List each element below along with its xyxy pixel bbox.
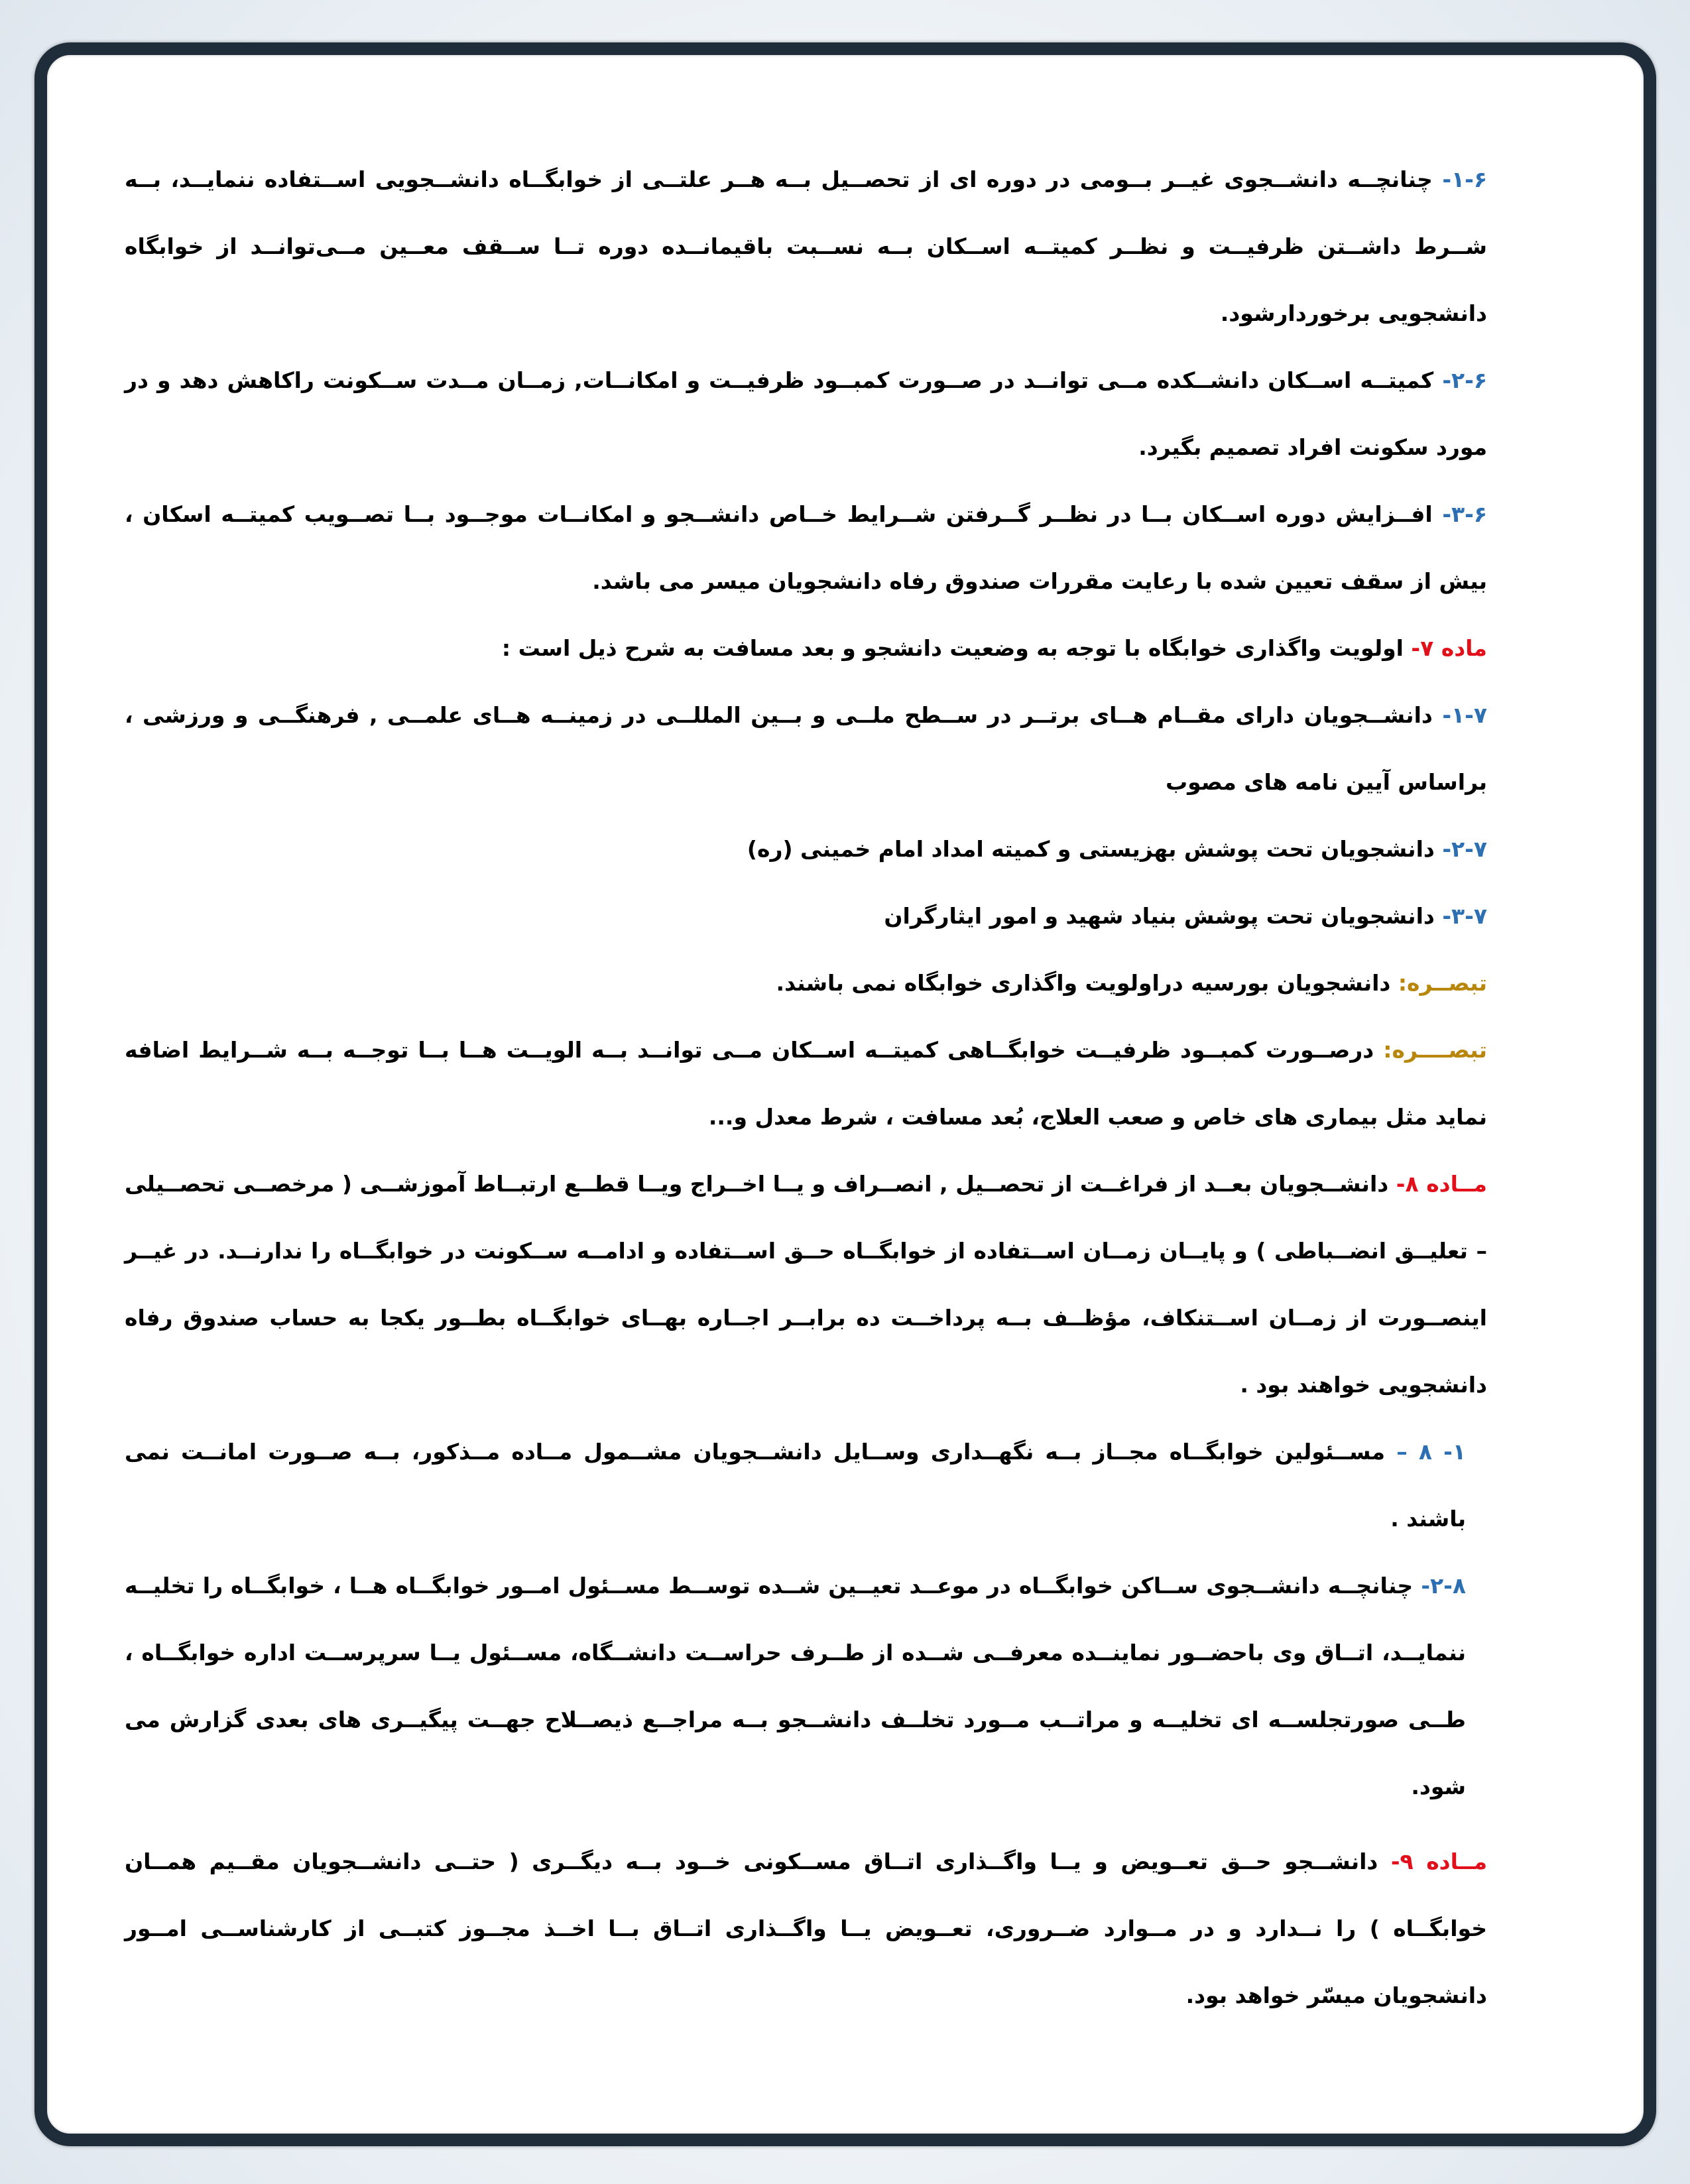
clause-6-1	[125, 146, 1487, 347]
clause-number: ۱-۷-	[1442, 702, 1487, 728]
article-text: اولویت واگذاری خوابگاه با توجه به وضعیت دانشجو و بعد مسافت به شرح ذیل است :	[501, 635, 1412, 661]
clause-7-1	[125, 682, 1487, 816]
clause-6-3	[125, 481, 1487, 615]
note-1	[125, 949, 1487, 1016]
note-heading: تبصــــره:	[1383, 1037, 1487, 1063]
clause-text: مســئولین خوابگــاه مجــاز بــه نگهــداری وســایل دانشــجویان مشــمول مــاده مــذکور، بــه صــورت امانــت نمی باشند .	[125, 1439, 1466, 1532]
article-text: دانشــجویان بعــد از فراغــت از تحصــیل , انصــراف و یــا اخــراج ویــا قطــع ارتبــاط آموزشــی ( مرخصــی تحصــیلی – تعلیــق انضــباطی ) و پایــان زمــان اســتفاده از خوابگــاه حــق اســتفاده و ادامــه ســکونت در خوابگــاه را ندارنــد. در غیــر اینصــورت از زمــان اســتنکاف، مؤظــف بــه پرداخــت ده برابــر اجــاره بهــای خوابگــاه بطــور یکجا به حساب صندوق رفاه دانشجویی خواهند بود .	[125, 1171, 1487, 1398]
article-heading: ماده ۷-	[1411, 635, 1487, 661]
article-9	[125, 1828, 1487, 2029]
article-8	[125, 1150, 1487, 1418]
clause-8-1	[125, 1418, 1487, 1552]
clause-text: دانشــجویان دارای مقــام هــای برتــر در ســطح ملــی و بــین المللــی در زمینــه هــای علمــی , فرهنگــی و ورزشی ، براساس آیین نامه های مصوب	[125, 702, 1487, 795]
article-7	[125, 615, 1487, 682]
spacer	[125, 1820, 1487, 1828]
clause-number: ۲-۸-	[1421, 1573, 1466, 1599]
clause-text: چنانچــه دانشــجوی غیــر بــومی در دوره ای از تحصــیل بــه هــر علتــی از خوابگــاه دانشــجویی اســتفاده ننمایــد، بــه شــرط داشــتن ظرفیــت و نظــر کمیتــه اســکان بــه نســبت باقیمانــده دوره تــا ســقف معــین مــی‌توانــد از خوابگاه دانشجویی برخوردارشود.	[125, 166, 1487, 326]
clause-number: ۱- ۸ –	[1396, 1439, 1466, 1465]
clause-8-2	[125, 1552, 1487, 1820]
clause-number: ۳-۶-	[1442, 501, 1487, 527]
article-heading: مــاده ۹-	[1390, 1849, 1487, 1874]
article-heading: مــاده ۸-	[1396, 1171, 1487, 1197]
clause-7-3	[125, 882, 1487, 949]
note-text: درصــورت کمبــود ظرفیــت خوابگــاهی کمیتــه اســکان مــی توانــد بــه الویــت هــا بــا توجــه بــه شــرایط اضافه نماید مثل بیماری های خاص و صعب العلاج، بُعد مسافت ، شرط معدل و...	[125, 1037, 1487, 1130]
note-2	[125, 1016, 1487, 1150]
clause-text: چنانچــه دانشــجوی ســاکن خوابگــاه در موعــد تعیــین شــده توســط مســئول امــور خوابگــاه هــا ، خوابگــاه را تخلیــه ننمایــد، اتــاق وی باحضــور نماینــده معرفــی شــده از طــرف حراســت دانشــگاه، مســئول یــا سرپرســت اداره خوابگــاه ، طــی صورتجلســه ای تخلیــه و مراتــب مــورد تخلــف دانشــجو بــه مراجــع ذیصــلاح جهــت پیگیــری های بعدی گزارش می شود.	[125, 1573, 1466, 1799]
clause-text: افــزایش دوره اســکان بــا در نظــر گــرفتن شــرایط خــاص دانشــجو و امکانــات موجــود بــا تصــویب کمیتــه اسکان ، بیش از سقف تعیین شده با رعایت مقررات صندوق رفاه دانشجویان میسر می باشد.	[125, 501, 1487, 594]
note-heading: تبصــره:	[1398, 970, 1487, 996]
clause-number: ۱-۶-	[1442, 166, 1487, 192]
clause-6-2	[125, 347, 1487, 481]
clause-number: ۲-۶-	[1442, 367, 1487, 393]
clause-number: ۳-۷-	[1442, 903, 1487, 929]
article-text: دانشــجو حــق تعــویض و یــا واگــذاری اتــاق مســکونی خــود بــه دیگــری ( حتــی دانشــجویان مقــیم همــان خوابگــاه ) را نــدارد و در مــوارد ضــروری، تعــویض یــا واگــذاری اتــاق بــا اخــذ مجــوز کتبــی از کارشناســی امــور دانشجویان میسّر خواهد بود.	[125, 1849, 1487, 2008]
document-body	[125, 146, 1487, 2029]
clause-text: دانشجویان تحت پوشش بنیاد شهید و امور ایثارگران	[884, 903, 1443, 929]
clause-7-2	[125, 816, 1487, 882]
clause-text: دانشجویان تحت پوشش بهزیستی و کمیته امداد امام خمینی (ره)	[747, 836, 1443, 862]
note-text: دانشجویان بورسیه دراولویت واگذاری خوابگاه نمی باشند.	[776, 970, 1398, 996]
clause-number: ۲-۷-	[1442, 836, 1487, 862]
clause-text: کمیتــه اســکان دانشــکده مــی توانــد در صــورت کمبــود ظرفیــت و امکانــات, زمــان مــدت ســکونت راکاهش دهد و در مورد سکونت افراد تصمیم بگیرد.	[125, 367, 1487, 460]
